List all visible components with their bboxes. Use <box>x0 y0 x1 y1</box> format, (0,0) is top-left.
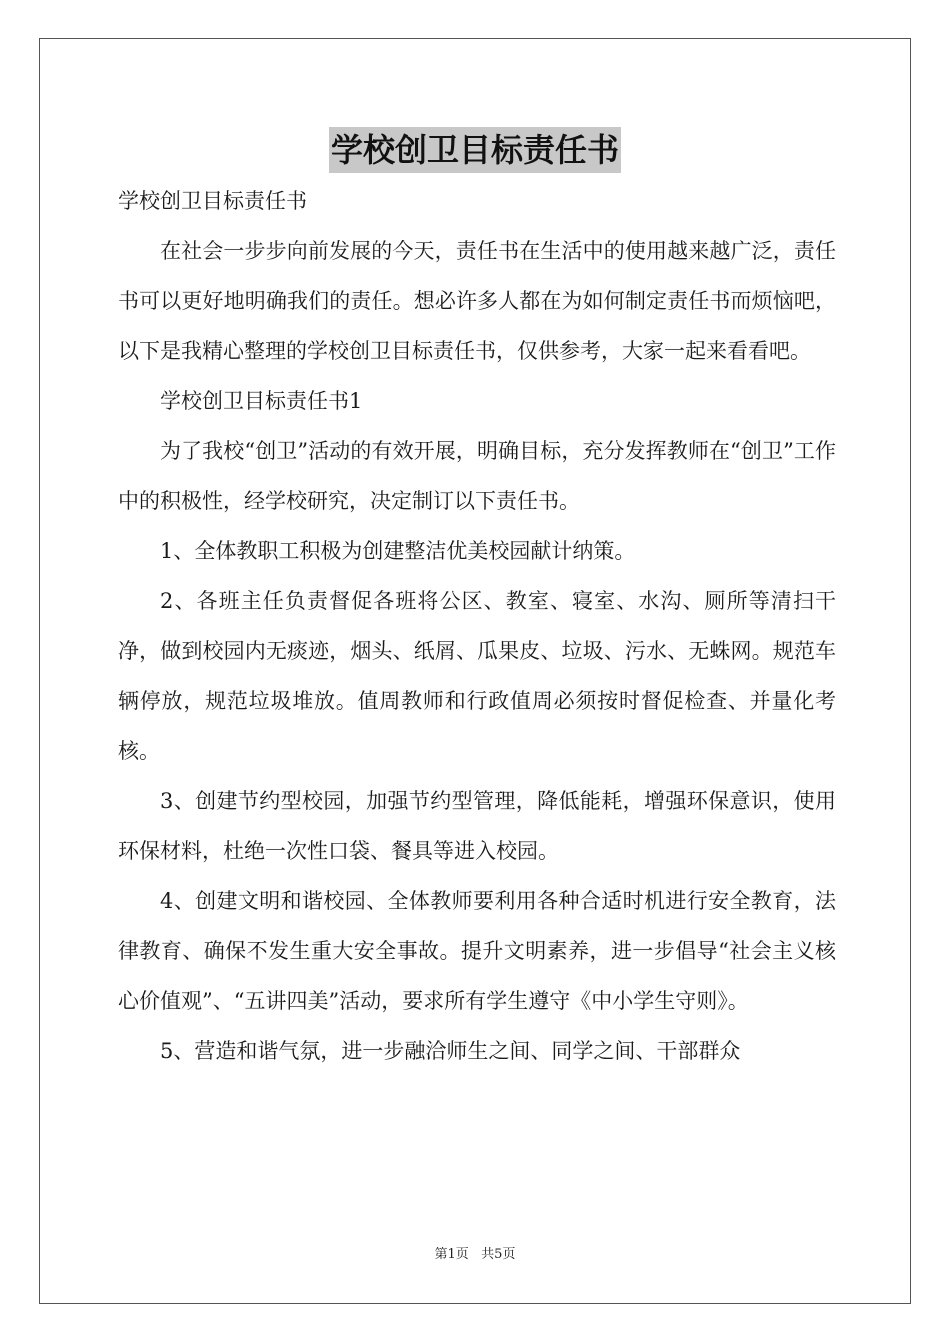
document-title: 学校创卫目标责任书 <box>329 127 621 173</box>
document-title-wrapper <box>0 126 950 174</box>
paragraph: 5、营造和谐气氛，进一步融洽师生之间、同学之间、干部群众 <box>160 1039 741 1063</box>
paragraph: 3、创建节约型校园，加强节约型管理，降低能耗，增强环保意识，使用环保材料，杜绝一次性口袋、餐具等进入校园。 <box>118 789 836 863</box>
paragraph: 2、各班主任负责督促各班将公区、教室、寝室、水沟、厕所等清扫干净，做到校园内无痰迹，烟头、纸屑、瓜果皮、垃圾、污水、无蛛网。规范车辆停放，规范垃圾堆放。值周教师和行政值周必须按时督促检查、并量化考核。 <box>118 589 836 763</box>
page-footer: 第1页 共5页 <box>434 1247 516 1262</box>
document-body <box>118 176 836 1076</box>
paragraph: 学校创卫目标责任书1 <box>160 389 363 413</box>
paragraph: 在社会一步步向前发展的今天，责任书在生活中的使用越来越广泛，责任书可以更好地明确我们的责任。想必许多人都在为如何制定责任书而烦恼吧，以下是我精心整理的学校创卫目标责任书，仅供参考，大家一起来看看吧。 <box>118 239 836 363</box>
paragraph: 学校创卫目标责任书 <box>118 189 307 213</box>
paragraph: 为了我校“创卫”活动的有效开展，明确目标，充分发挥教师在“创卫”工作中的积极性，经学校研究，决定制订以下责任书。 <box>118 439 836 513</box>
paragraph: 4、创建文明和谐校园、全体教师要利用各种合适时机进行安全教育，法律教育、确保不发生重大安全事故。提升文明素养，进一步倡导“社会主义核心价值观”、“五讲四美”活动，要求所有学生遵守《中小学生守则》。 <box>118 889 836 1013</box>
paragraph: 1、全体教职工积极为创建整洁优美校园献计纳策。 <box>160 539 636 563</box>
